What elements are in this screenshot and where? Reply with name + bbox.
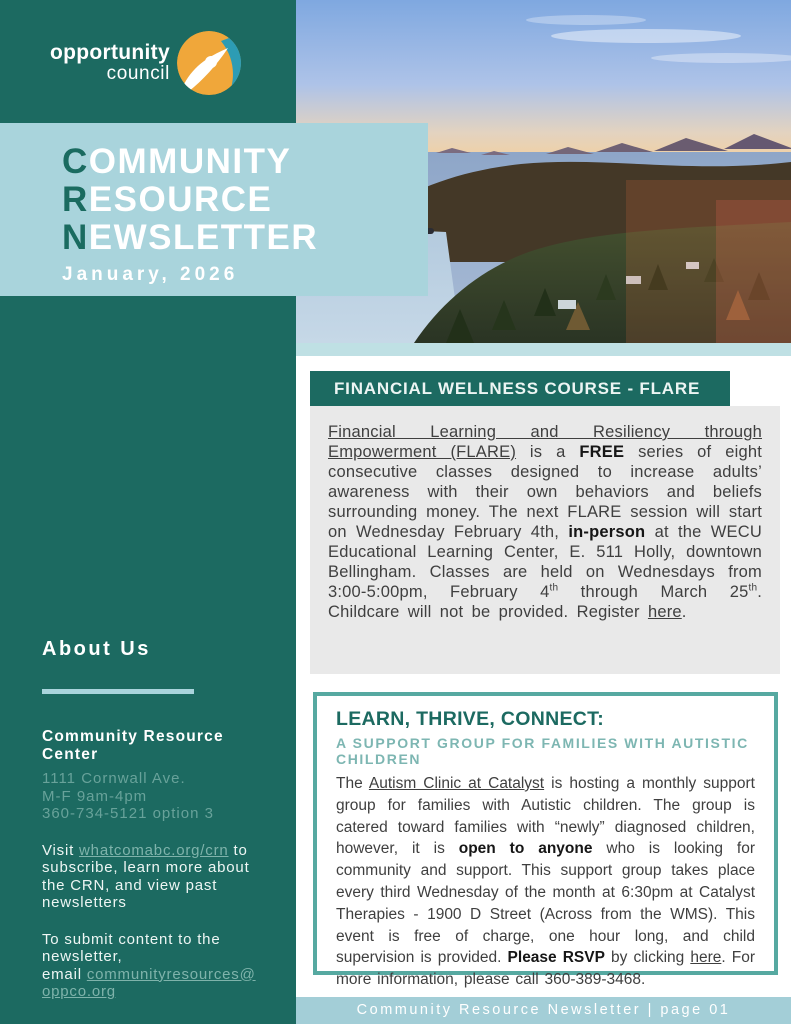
flare-free-bold: FREE bbox=[579, 443, 625, 461]
flare-text: . bbox=[681, 603, 687, 621]
footer-text: Community Resource Newsletter | page 01 bbox=[356, 1002, 731, 1018]
flare-section-body bbox=[310, 406, 780, 674]
newsletter-title bbox=[62, 143, 428, 257]
support-text: by clicking bbox=[604, 949, 691, 967]
support-heading: LEARN, THRIVE, CONNECT: bbox=[336, 708, 604, 730]
org-name: Community Resource Center bbox=[42, 728, 224, 763]
visit-suffix: to subscribe, learn more about the CRN, and view past newsletters bbox=[42, 841, 250, 911]
logo-text bbox=[50, 42, 170, 84]
title-initial-r: R bbox=[62, 180, 89, 219]
title-line-resource bbox=[62, 181, 428, 219]
support-rsvp-bold: Please RSVP bbox=[507, 949, 605, 967]
about-us-heading: About Us bbox=[42, 638, 151, 660]
support-text: The bbox=[336, 775, 369, 792]
submit-paragraph bbox=[42, 931, 262, 1001]
autism-clinic-link[interactable]: Autism Clinic at Catalyst bbox=[368, 775, 545, 792]
logo-word-opportunity: opportunity bbox=[50, 41, 170, 64]
flare-header-text: FINANCIAL WELLNESS COURSE - FLARE bbox=[334, 379, 701, 398]
support-open-to-anyone-bold: open to anyone bbox=[458, 840, 593, 858]
email-label: email bbox=[42, 965, 87, 983]
opportunity-council-logo bbox=[50, 31, 241, 95]
title-rest-newsletter: EWSLETTER bbox=[88, 218, 319, 257]
flare-text: series of eight consecutive classes designed to increase adults’ awareness with their own behaviors and beliefs surrounding money. The next FLARE session will start on Wednesday February 4th, bbox=[328, 443, 762, 541]
opportunity-council-logo-icon bbox=[177, 31, 241, 95]
masthead bbox=[0, 123, 428, 296]
support-text: is hosting a monthly support group for families with Autistic children. The group is catered toward families with “newly” diagnosed children, however, it is bbox=[336, 775, 755, 858]
flare-superscript: th bbox=[748, 582, 758, 594]
support-paragraph bbox=[336, 773, 755, 991]
rsvp-link[interactable]: here bbox=[690, 949, 722, 967]
flare-register-link[interactable]: here bbox=[647, 603, 682, 621]
title-rest-community: OMMUNITY bbox=[88, 142, 292, 181]
flare-section-header bbox=[310, 371, 730, 406]
title-line-newsletter bbox=[62, 219, 428, 257]
flare-program-link[interactable]: Financial Learning and Resiliency through Empowerment (FLARE) bbox=[328, 423, 762, 461]
photo-bottom-strip bbox=[296, 343, 791, 356]
title-rest-resource: ESOURCE bbox=[88, 180, 273, 219]
page-footer bbox=[296, 997, 791, 1024]
support-subheading: A SUPPORT GROUP FOR FAMILIES WITH AUTISTIC CHILDREN bbox=[336, 735, 749, 767]
org-phone: 360-734-5121 option 3 bbox=[42, 805, 214, 822]
issue-date: January, 2026 bbox=[62, 264, 239, 285]
flare-inperson-bold: in-person bbox=[568, 523, 646, 541]
title-initial-c: C bbox=[62, 142, 89, 181]
logo-word-council: council bbox=[106, 63, 170, 85]
subscribe-paragraph bbox=[42, 842, 262, 912]
org-hours: M-F 9am-4pm bbox=[42, 787, 148, 805]
visit-prefix: Visit bbox=[42, 841, 80, 859]
org-address: 1111 Cornwall Ave. bbox=[42, 770, 186, 787]
flare-text: . Childcare will not be provided. Register bbox=[328, 583, 763, 621]
title-line-community bbox=[62, 143, 428, 181]
submit-email-link[interactable]: communityresources@oppco.org bbox=[42, 965, 256, 1000]
about-us-section bbox=[42, 638, 262, 1001]
flare-text: through March 25 bbox=[558, 583, 749, 601]
about-divider bbox=[42, 689, 194, 694]
flare-text: is a bbox=[516, 443, 580, 461]
crn-website-link[interactable]: whatcomabc.org/crn bbox=[79, 841, 229, 859]
flare-text: at the WECU Educational Learning Center, E. 511 Holly, downtown Bellingham. Classes are held on Wednesdays from 3:00-5:00pm, February 4 bbox=[328, 523, 762, 601]
flare-paragraph bbox=[328, 422, 762, 622]
title-initial-n: N bbox=[62, 218, 89, 257]
support-text: who is looking for community and support. This support group takes place every third Wednesday of the month at 6:30pm at Catalyst Therapies - 1900 D Street (Across from the WMS). This event is free of charge, one hour long, and child supervision is provided. bbox=[336, 840, 755, 967]
flare-superscript: th bbox=[549, 582, 559, 594]
support-group-section bbox=[313, 692, 778, 989]
submit-prefix: To submit content to the newsletter, bbox=[42, 930, 221, 965]
support-text: . For more information, please call 360-389-3468. bbox=[336, 949, 755, 989]
